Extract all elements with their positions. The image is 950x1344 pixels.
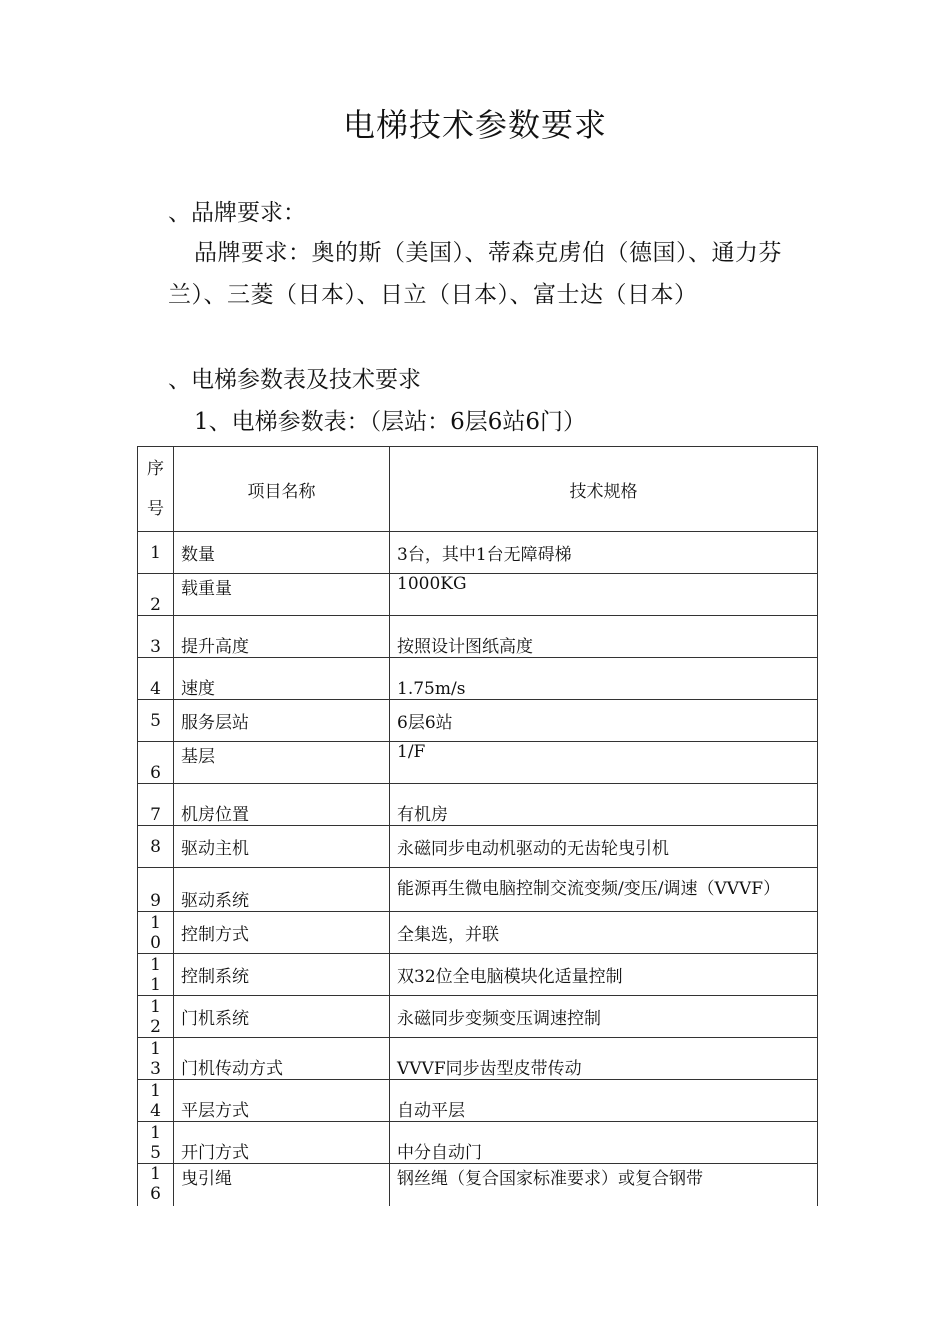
row-no: 8 (138, 826, 174, 868)
section-params-heading: 、电梯参数表及技术要求 (168, 367, 421, 393)
row-item: 驱动系统 (174, 868, 390, 912)
row-spec: 永磁同步变频变压调速控制 (390, 996, 818, 1038)
table-row (138, 868, 818, 912)
row-item: 数量 (174, 532, 390, 574)
row-item: 开门方式 (174, 1122, 390, 1164)
row-no: 10 (138, 912, 174, 954)
row-spec: VVVF同步齿型皮带传动 (390, 1038, 818, 1080)
table-row (138, 996, 818, 1038)
row-no: 16 (138, 1164, 174, 1206)
row-item: 门机传动方式 (174, 1038, 390, 1080)
table-header-row (138, 447, 818, 532)
table-row (138, 532, 818, 574)
row-spec: 6层6站 (390, 700, 818, 742)
header-spec: 技术规格 (390, 447, 818, 532)
row-item: 提升高度 (174, 616, 390, 658)
row-spec: 按照设计图纸高度 (390, 616, 818, 658)
table-row (138, 658, 818, 700)
table-row (138, 616, 818, 658)
row-no: 1 (138, 532, 174, 574)
row-spec: 永磁同步电动机驱动的无齿轮曳引机 (390, 826, 818, 868)
row-spec: 双32位全电脑模块化适量控制 (390, 954, 818, 996)
row-spec: 1.75m/s (390, 658, 818, 700)
row-spec: 钢丝绳（复合国家标准要求）或复合钢带 (390, 1164, 818, 1206)
row-no: 3 (138, 616, 174, 658)
header-no: 序号 (138, 447, 174, 532)
header-item: 项目名称 (174, 447, 390, 532)
row-item: 控制方式 (174, 912, 390, 954)
table-row (138, 1164, 818, 1206)
row-spec: 1000KG (390, 574, 818, 616)
table-row (138, 1122, 818, 1164)
table-row (138, 1038, 818, 1080)
table-row (138, 742, 818, 784)
row-item: 速度 (174, 658, 390, 700)
row-item: 机房位置 (174, 784, 390, 826)
table-row (138, 912, 818, 954)
row-no: 5 (138, 700, 174, 742)
table-row (138, 700, 818, 742)
elevator-spec-table (137, 446, 818, 1206)
row-item: 控制系统 (174, 954, 390, 996)
table-row (138, 826, 818, 868)
params-table-caption: 1、电梯参数表：（层站：6层6站6门） (194, 409, 587, 435)
row-item: 载重量 (174, 574, 390, 616)
row-item: 门机系统 (174, 996, 390, 1038)
page-title: 电梯技术参数要求 (342, 106, 607, 144)
table-row (138, 954, 818, 996)
row-spec: 全集选，并联 (390, 912, 818, 954)
section-brand-heading: 、品牌要求： (168, 200, 306, 226)
row-spec: 3台，其中1台无障碍梯 (390, 532, 818, 574)
row-spec: 1/F (390, 742, 818, 784)
row-no: 2 (138, 574, 174, 616)
row-no: 15 (138, 1122, 174, 1164)
row-item: 驱动主机 (174, 826, 390, 868)
row-no: 6 (138, 742, 174, 784)
row-no: 7 (138, 784, 174, 826)
row-item: 曳引绳 (174, 1164, 390, 1206)
table-row (138, 784, 818, 826)
row-spec: 中分自动门 (390, 1122, 818, 1164)
table-row (138, 574, 818, 616)
row-no: 14 (138, 1080, 174, 1122)
row-item: 服务层站 (174, 700, 390, 742)
brand-requirement-text: 品牌要求：奥的斯（美国）、蒂森克虏伯（德国）、通力芬兰）、三菱（日本）、日立（日本）、富士达（日本） (168, 240, 782, 308)
row-item: 基层 (174, 742, 390, 784)
row-no: 13 (138, 1038, 174, 1080)
row-spec: 能源再生微电脑控制交流变频/变压/调速（VVVF） (390, 868, 818, 912)
row-no: 12 (138, 996, 174, 1038)
row-spec: 自动平层 (390, 1080, 818, 1122)
row-item: 平层方式 (174, 1080, 390, 1122)
row-no: 9 (138, 868, 174, 912)
row-no: 4 (138, 658, 174, 700)
table-row (138, 1080, 818, 1122)
row-spec: 有机房 (390, 784, 818, 826)
row-no: 11 (138, 954, 174, 996)
